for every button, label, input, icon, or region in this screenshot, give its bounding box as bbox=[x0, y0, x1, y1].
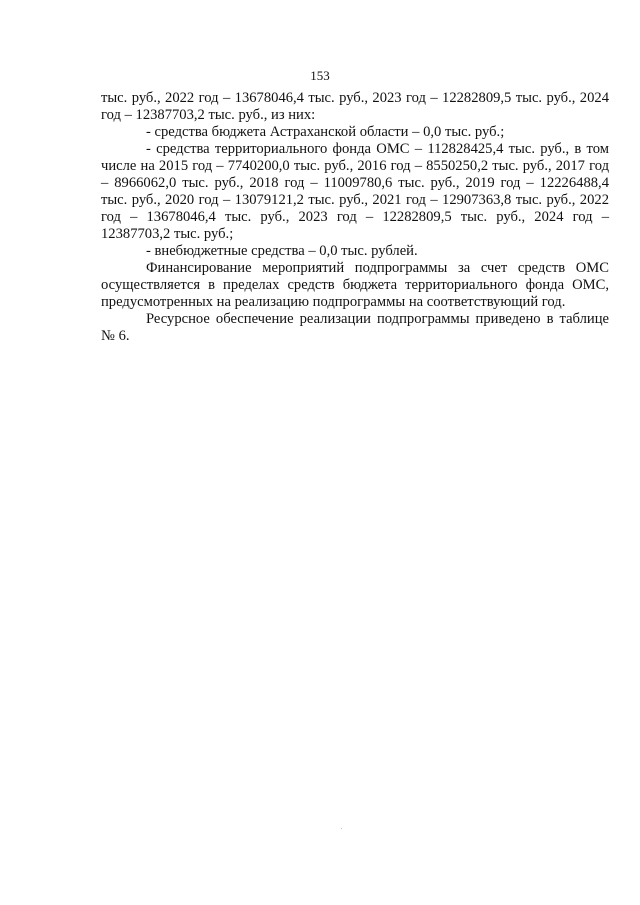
paragraph-extrabudgetary: - внебюджетные средства – 0,0 тыс. рублей. bbox=[146, 243, 418, 259]
paragraph-oms-fund: - средства территориального фонда ОМС – 112828425,4 тыс. руб., в том числе на 2015 год – 7740200,0 тыс. руб., 2016 год – 8550250,2 тыс. руб., 2017 год – 8966062,0 тыс. руб., 2018 год – 11009780,6 тыс. руб., 2019 год – 12226488,4 тыс. руб., 2020 год – 13079121,2 тыс. руб., 2021 год – 12907363,8 тыс. руб., 2022 год – 13678046,4 тыс. руб., 2023 год – 12282809,5 тыс. руб., 2024 год – 12387703,2 тыс. руб.; bbox=[101, 141, 609, 242]
page-number: 153 bbox=[310, 68, 330, 83]
paragraph-regional-budget: - средства бюджета Астраханской области – 0,0 тыс. руб.; bbox=[146, 124, 505, 140]
paragraph-financing: Финансирование мероприятий подпрограммы за счет средств ОМС осуществляется в пределах средств бюджета территориального фонда ОМС, предусмотренных на реализацию подпрограммы на соответствующий год. bbox=[101, 260, 609, 310]
document-body bbox=[101, 90, 609, 345]
paragraph-continuation: тыс. руб., 2022 год – 13678046,4 тыс. руб., 2023 год – 12282809,5 тыс. руб., 2024 год – 12387703,2 тыс. руб., из них: bbox=[101, 90, 609, 123]
scan-speck bbox=[341, 828, 342, 829]
paragraph-resource-table-ref: Ресурсное обеспечение реализации подпрограммы приведено в таблице № 6. bbox=[101, 311, 609, 344]
